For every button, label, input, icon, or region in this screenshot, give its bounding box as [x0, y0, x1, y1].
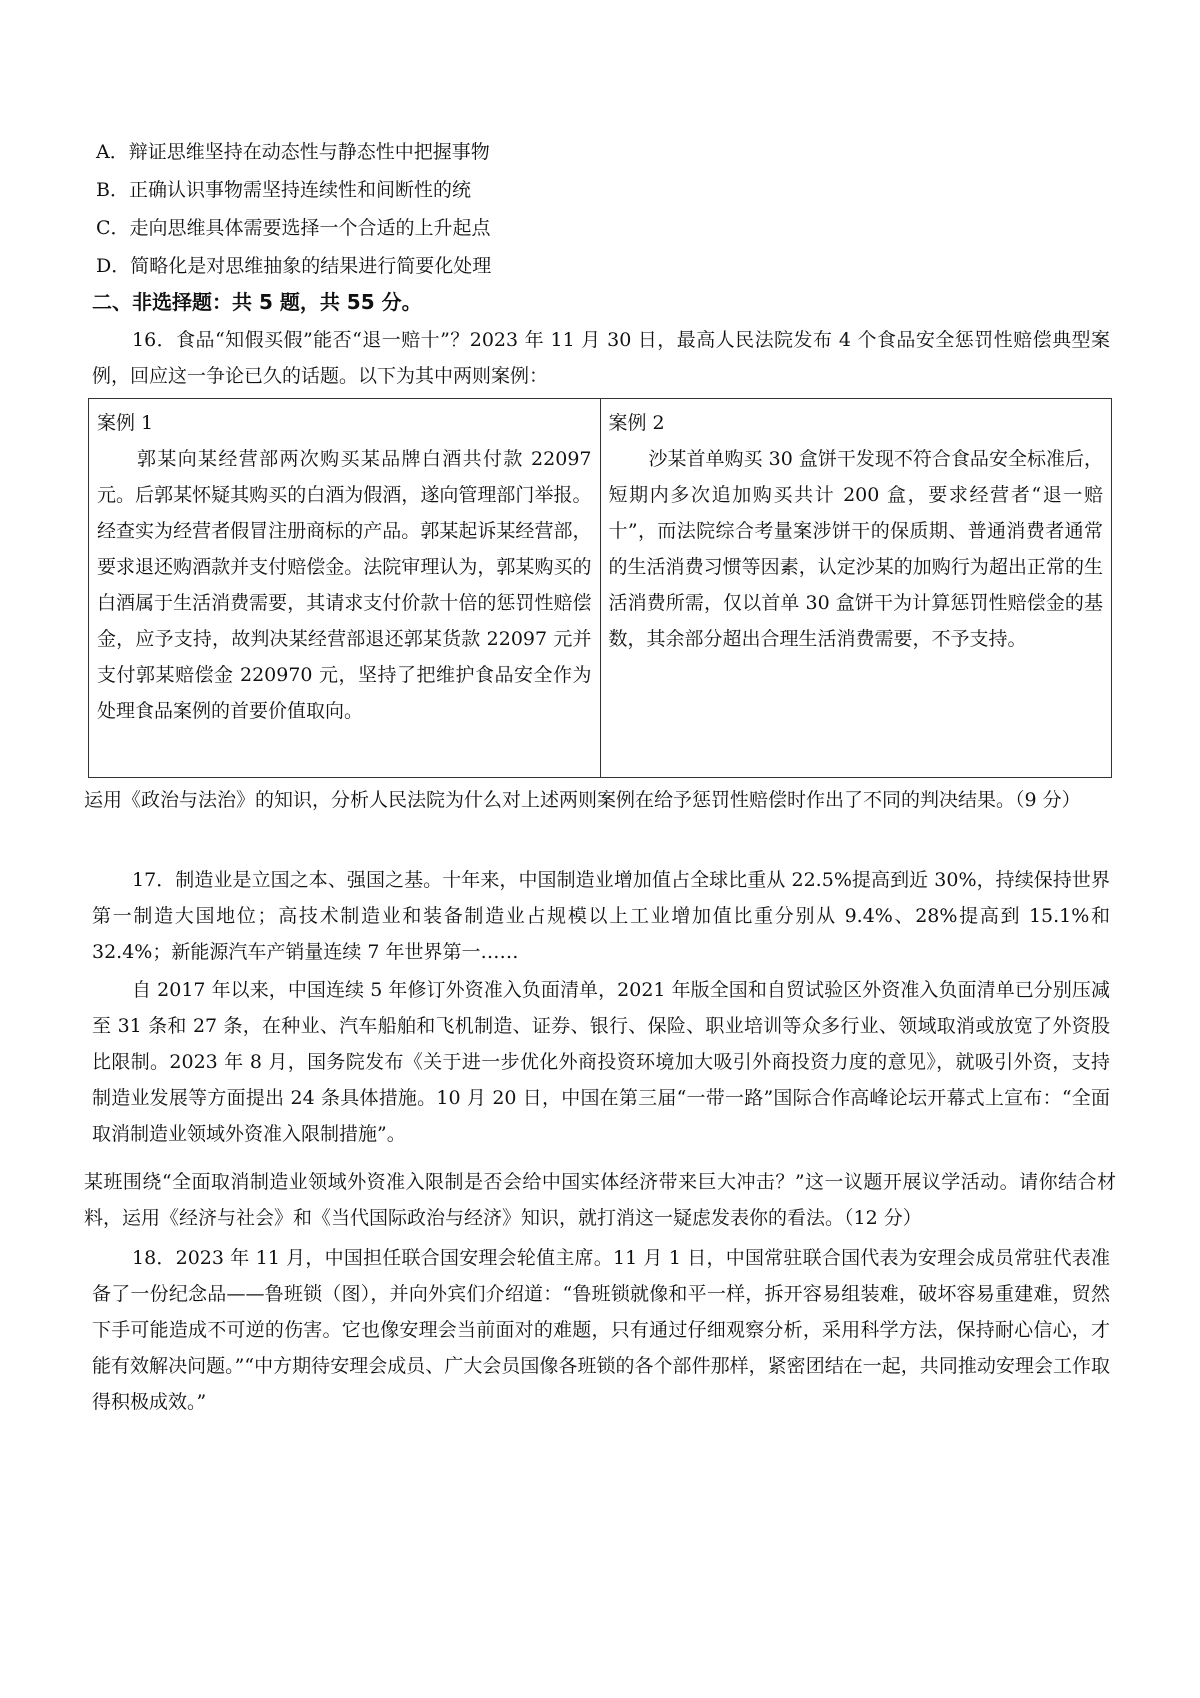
case-1-title: 案例 1	[97, 412, 154, 434]
option-b: B．正确认识事物需坚持连续性和间断性的统	[96, 179, 471, 201]
q16-question: 运用《政治与法治》的知识，分析人民法院为什么对上述两则案例在给予惩罚性赔偿时作出了不同的判决结果。（9 分）	[84, 789, 1081, 811]
section-title: 二、非选择题：共 5 题，共 55 分。	[92, 290, 422, 314]
q18-para1: 18．2023 年 11 月，中国担任联合国安理会轮值主席。11 月 1 日，中国常驻联合国代表为安理会成员常驻代表准备了一份纪念品——鲁班锁（图），并向外宾们介绍道：“鲁班锁就像和平一样，拆开容易组装难，破坏容易重建难，贸然下手可能造成不可逆的伤害。它也像安理会当前面对的难题，只有通过仔细观察分析，采用科学方法，保持耐心信心，才能有效解决问题。”“中方期待安理会成员、广大会员国像各班锁的各个部件那样，紧密团结在一起，共同推动安理会工作取得积极成效。”	[92, 1247, 1110, 1413]
case-2-body: 沙某首单购买 30 盒饼干发现不符合食品安全标准后，短期内多次追加购买共计 200 盒，要求经营者“退一赔十”，而法院综合考量案涉饼干的保质期、普通消费者通常的生活消费习惯等因素，认定沙某的加购行为超出正常的生活消费所需，仅以首单 30 盒饼干为计算惩罚性赔偿金的基数，其余部分超出合理生活消费需要，不予支持。	[608, 448, 1103, 650]
option-d: D．简略化是对思维抽象的结果进行简要化处理	[96, 255, 492, 277]
case-2-cell	[600, 399, 1112, 777]
case-1-body: 郭某向某经营部两次购买某品牌白酒共付款 22097 元。后郭某怀疑其购买的白酒为假酒，遂向管理部门举报。经查实为经营者假冒注册商标的产品。郭某起诉某经营部，要求退还购酒款并支付赔偿金。法院审理认为，郭某购买的白酒属于生活消费需要，其请求支付价款十倍的惩罚性赔偿金，应予支持，故判决某经营部退还郭某货款 22097 元并支付郭某赔偿金 220970 元，坚持了把维护食品安全作为处理食品案例的首要价值取向。	[97, 448, 592, 722]
case-table	[88, 398, 1112, 778]
q16-intro: 16．食品“知假买假”能否“退一赔十”？2023 年 11 月 30 日，最高人民法院发布 4 个食品安全惩罚性赔偿典型案例，回应这一争论已久的话题。以下为其中两则案例：	[92, 329, 1110, 387]
q17-para2: 自 2017 年以来，中国连续 5 年修订外资准入负面清单，2021 年版全国和自贸试验区外资准入负面清单已分别压减至 31 条和 27 条，在种业、汽车船舶和飞机制造、证券、银行、保险、职业培训等众多行业、领域取消或放宽了外资股比限制。2023 年 8 月，国务院发布《关于进一步优化外商投资环境加大吸引外商投资力度的意见》，就吸引外资，支持制造业发展等方面提出 24 条具体措施。10 月 20 日，中国在第三届“一带一路”国际合作高峰论坛开幕式上宣布：“全面取消制造业领域外资准入限制措施”。	[92, 979, 1110, 1145]
q17-para1: 17．制造业是立国之本、强国之基。十年来，中国制造业增加值占全球比重从 22.5%提高到近 30%，持续保持世界第一制造大国地位；高技术制造业和装备制造业占规模以上工业增加值比重分别从 9.4%、28%提高到 15.1%和 32.4%；新能源汽车产销量连续 7 年世界第一……	[92, 869, 1110, 963]
option-c: C．走向思维具体需要选择一个合适的上升起点	[96, 217, 491, 239]
q17-question: 某班围绕“全面取消制造业领域外资准入限制是否会给中国实体经济带来巨大冲击？”这一议题开展议学活动。请你结合材料，运用《经济与社会》和《当代国际政治与经济》知识，就打消这一疑虑发表你的看法。（12 分）	[84, 1171, 1116, 1229]
case-1-cell	[89, 399, 600, 777]
option-a: A．辩证思维坚持在动态性与静态性中把握事物	[96, 141, 490, 163]
case-2-title: 案例 2	[608, 412, 665, 434]
